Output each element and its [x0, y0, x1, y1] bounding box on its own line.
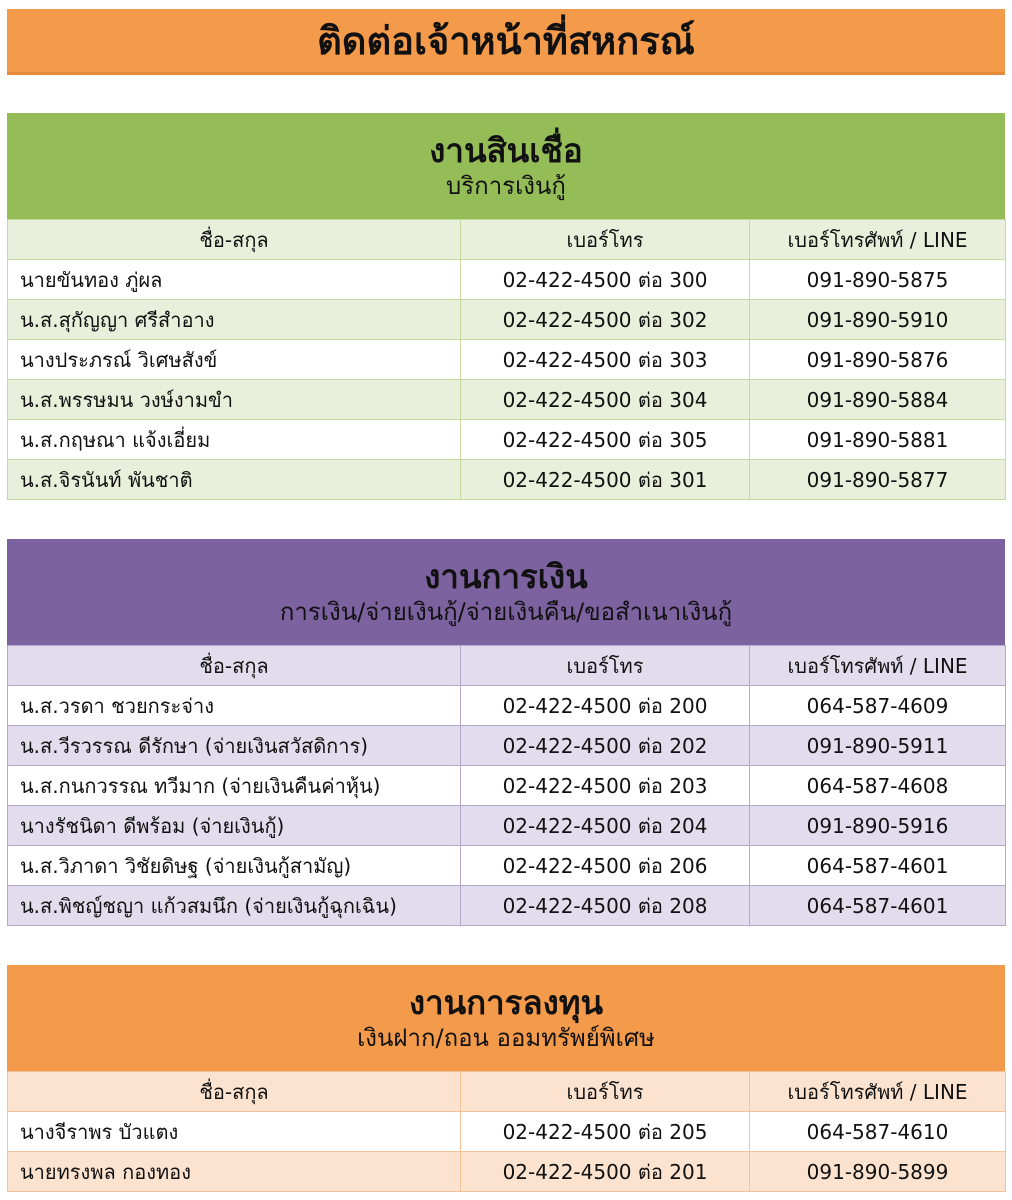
- mobile-phone: 064-587-4601: [750, 846, 1006, 886]
- office-phone: 02-422-4500 ต่อ 201: [461, 1152, 750, 1192]
- mobile-phone: 091-890-5876: [750, 340, 1006, 380]
- column-header-ext: เบอร์โทร: [461, 220, 750, 260]
- contact-name: น.ส.จิรนันท์ พันชาติ: [8, 460, 461, 500]
- office-phone: 02-422-4500 ต่อ 302: [461, 300, 750, 340]
- mobile-phone: 091-890-5899: [750, 1152, 1006, 1192]
- office-phone: 02-422-4500 ต่อ 303: [461, 340, 750, 380]
- table-row: [8, 340, 1006, 380]
- mobile-phone: 091-890-5881: [750, 420, 1006, 460]
- mobile-phone: 091-890-5875: [750, 260, 1006, 300]
- mobile-phone: 064-587-4601: [750, 886, 1006, 926]
- section-title: งานสินเชื่อ: [429, 130, 583, 170]
- column-header-ext: เบอร์โทร: [461, 646, 750, 686]
- contact-name: น.ส.วรดา ชวยกระจ่าง: [8, 686, 461, 726]
- section-header: [7, 539, 1005, 645]
- page-title: ติดต่อเจ้าหน้าที่สหกรณ์: [7, 9, 1005, 75]
- mobile-phone: 091-890-5911: [750, 726, 1006, 766]
- table-row: [8, 380, 1006, 420]
- contact-table: [7, 219, 1006, 500]
- section-finance: [7, 539, 1005, 926]
- contact-name: น.ส.กฤษณา แจ้งเอี่ยม: [8, 420, 461, 460]
- office-phone: 02-422-4500 ต่อ 203: [461, 766, 750, 806]
- column-header-mobile: เบอร์โทรศัพท์ / LINE: [750, 220, 1006, 260]
- office-phone: 02-422-4500 ต่อ 204: [461, 806, 750, 846]
- contact-name: น.ส.สุกัญญา ศรีสำอาง: [8, 300, 461, 340]
- mobile-phone: 064-587-4609: [750, 686, 1006, 726]
- table-row: [8, 766, 1006, 806]
- mobile-phone: 091-890-5916: [750, 806, 1006, 846]
- table-row: [8, 806, 1006, 846]
- column-header-name: ชื่อ-สกุล: [8, 220, 461, 260]
- table-header-row: [8, 646, 1006, 686]
- contact-table: [7, 645, 1006, 926]
- contact-name: นายทรงพล กองทอง: [8, 1152, 461, 1192]
- section-subtitle: การเงิน/จ่ายเงินกู้/จ่ายเงินคืน/ขอสำเนาเงินกู้: [279, 598, 733, 627]
- contact-name: น.ส.วิภาดา วิชัยดิษฐ (จ่ายเงินกู้สามัญ): [8, 846, 461, 886]
- office-phone: 02-422-4500 ต่อ 305: [461, 420, 750, 460]
- office-phone: 02-422-4500 ต่อ 205: [461, 1112, 750, 1152]
- contact-name: นางรัชนิดา ดีพร้อม (จ่ายเงินกู้): [8, 806, 461, 846]
- column-header-ext: เบอร์โทร: [461, 1072, 750, 1112]
- table-row: [8, 1112, 1006, 1152]
- contact-name: นางประภรณ์ วิเศษสังข์: [8, 340, 461, 380]
- office-phone: 02-422-4500 ต่อ 301: [461, 460, 750, 500]
- section-credit: [7, 113, 1005, 500]
- mobile-phone: 091-890-5877: [750, 460, 1006, 500]
- table-header-row: [8, 220, 1006, 260]
- contact-name: น.ส.กนกวรรณ ทวีมาก (จ่ายเงินคืนค่าหุ้น): [8, 766, 461, 806]
- office-phone: 02-422-4500 ต่อ 208: [461, 886, 750, 926]
- mobile-phone: 064-587-4608: [750, 766, 1006, 806]
- contact-name: นางจีราพร บัวแตง: [8, 1112, 461, 1152]
- table-row: [8, 460, 1006, 500]
- table-row: [8, 686, 1006, 726]
- table-row: [8, 260, 1006, 300]
- table-row: [8, 846, 1006, 886]
- section-title: งานการเงิน: [424, 556, 588, 596]
- contact-name: นายขันทอง ภู่ผล: [8, 260, 461, 300]
- section-subtitle: บริการเงินกู้: [446, 172, 566, 201]
- office-phone: 02-422-4500 ต่อ 300: [461, 260, 750, 300]
- column-header-mobile: เบอร์โทรศัพท์ / LINE: [750, 646, 1006, 686]
- office-phone: 02-422-4500 ต่อ 202: [461, 726, 750, 766]
- contact-name: น.ส.พิชญ์ชญา แก้วสมนึก (จ่ายเงินกู้ฉุกเฉิน): [8, 886, 461, 926]
- table-row: [8, 300, 1006, 340]
- table-header-row: [8, 1072, 1006, 1112]
- mobile-phone: 091-890-5910: [750, 300, 1006, 340]
- section-subtitle: เงินฝาก/ถอน ออมทรัพย์พิเศษ: [357, 1024, 655, 1053]
- section-header: [7, 965, 1005, 1071]
- section-title: งานการลงทุน: [408, 982, 604, 1022]
- section-investment: [7, 965, 1005, 1192]
- office-phone: 02-422-4500 ต่อ 304: [461, 380, 750, 420]
- office-phone: 02-422-4500 ต่อ 200: [461, 686, 750, 726]
- section-header: [7, 113, 1005, 219]
- table-row: [8, 1152, 1006, 1192]
- column-header-name: ชื่อ-สกุล: [8, 646, 461, 686]
- contact-table: [7, 1071, 1006, 1192]
- table-row: [8, 886, 1006, 926]
- contact-name: น.ส.พรรษมน วงษ์งามขำ: [8, 380, 461, 420]
- mobile-phone: 091-890-5884: [750, 380, 1006, 420]
- column-header-name: ชื่อ-สกุล: [8, 1072, 461, 1112]
- office-phone: 02-422-4500 ต่อ 206: [461, 846, 750, 886]
- table-row: [8, 420, 1006, 460]
- table-row: [8, 726, 1006, 766]
- mobile-phone: 064-587-4610: [750, 1112, 1006, 1152]
- contact-name: น.ส.วีรวรรณ ดีรักษา (จ่ายเงินสวัสดิการ): [8, 726, 461, 766]
- column-header-mobile: เบอร์โทรศัพท์ / LINE: [750, 1072, 1006, 1112]
